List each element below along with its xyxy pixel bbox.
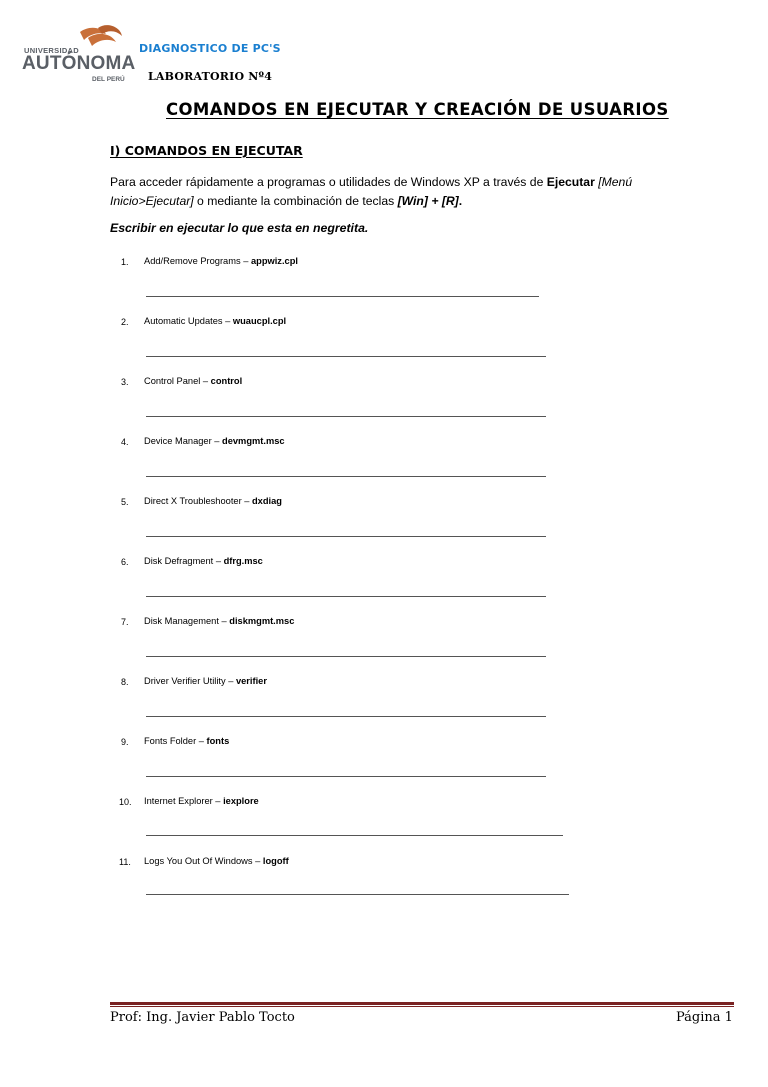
item-number: 8.	[121, 677, 129, 687]
item-number: 5.	[121, 497, 129, 507]
item-label: Internet Explorer –	[144, 796, 224, 806]
item-command: dxdiag	[252, 496, 282, 506]
list-item	[144, 796, 259, 806]
list-item	[144, 496, 282, 506]
answer-line[interactable]	[146, 476, 546, 477]
logo-autonoma-text: AUTÓNOMA	[22, 53, 136, 74]
logo-del-peru-text: DEL PERÚ	[92, 76, 125, 83]
header-course-title: DIAGNOSTICO DE PC'S	[139, 42, 281, 55]
list-item	[144, 316, 286, 326]
answer-line[interactable]	[146, 596, 546, 597]
item-label: Add/Remove Programs –	[144, 256, 251, 266]
footer-rule-thin	[110, 1006, 734, 1007]
logo-university-text: UNIVERSIDAD	[24, 46, 79, 55]
item-command: diskmgmt.msc	[229, 616, 295, 626]
intro-text-2: o mediante la combinación de teclas	[193, 194, 398, 208]
answer-line[interactable]	[146, 835, 563, 836]
item-number: 9.	[121, 737, 129, 747]
item-label: Driver Verifier Utility –	[144, 676, 236, 686]
answer-line[interactable]	[146, 296, 539, 297]
item-number: 10.	[119, 797, 132, 807]
item-label: Direct X Troubleshooter –	[144, 496, 252, 506]
item-label: Disk Management –	[144, 616, 230, 626]
item-label: Disk Defragment –	[144, 556, 224, 566]
item-command: verifier	[235, 676, 267, 686]
list-item	[144, 856, 289, 866]
item-command: iexplore	[223, 796, 259, 806]
answer-line[interactable]	[146, 536, 546, 537]
item-label: Logs You Out Of Windows –	[144, 856, 263, 866]
item-number: 1.	[121, 257, 129, 267]
intro-italic-menu: [Menú Inicio>Ejecutar]	[110, 175, 633, 208]
list-item	[144, 256, 298, 266]
answer-line[interactable]	[146, 356, 546, 357]
item-number: 3.	[121, 377, 129, 387]
item-number: 6.	[121, 557, 129, 567]
footer-rule-thick	[110, 1002, 734, 1005]
item-number: 2.	[121, 317, 129, 327]
intro-bold-keys: [Win] + [R]	[397, 194, 459, 208]
list-item	[144, 736, 229, 746]
item-command: logoff	[262, 856, 289, 866]
intro-text-1: Para acceder rápidamente a programas o utilidades de Windows XP a través de	[110, 175, 547, 189]
answer-line[interactable]	[146, 416, 546, 417]
item-command: fonts	[206, 736, 230, 746]
page-title: COMANDOS EN EJECUTAR Y CREACIÓN DE USUARIOS	[166, 100, 669, 119]
answer-line[interactable]	[146, 776, 546, 777]
answer-line[interactable]	[146, 656, 546, 657]
answer-line[interactable]	[146, 716, 546, 717]
list-item	[144, 676, 267, 686]
intro-paragraph	[110, 173, 680, 211]
item-label: Fonts Folder –	[144, 736, 207, 746]
item-number: 7.	[121, 617, 129, 627]
item-label: Automatic Updates –	[144, 316, 233, 326]
intro-period: .	[458, 194, 463, 208]
footer-page-number: Página 1	[676, 1010, 733, 1025]
item-number: 11.	[119, 857, 131, 867]
instruction-text: Escribir en ejecutar lo que esta en negretita.	[110, 221, 369, 235]
intro-bold-ejecutar: Ejecutar	[546, 175, 595, 189]
item-label: Device Manager –	[144, 436, 223, 446]
item-number: 4.	[121, 437, 129, 447]
item-label: Control Panel –	[144, 376, 211, 386]
item-command: dfrg.msc	[223, 556, 263, 566]
header-lab-number: LABORATORIO Nº4	[148, 70, 273, 83]
list-item	[144, 616, 294, 626]
section-heading: I) COMANDOS EN EJECUTAR	[110, 143, 303, 158]
list-item	[144, 556, 263, 566]
item-command: appwiz.cpl	[250, 256, 298, 266]
item-command: devmgmt.msc	[222, 436, 285, 446]
list-item	[144, 436, 285, 446]
item-command: wuaucpl.cpl	[232, 316, 287, 326]
list-item	[144, 376, 242, 386]
item-command: control	[210, 376, 243, 386]
answer-line[interactable]	[146, 894, 569, 895]
footer-author: Prof: Ing. Javier Pablo Tocto	[110, 1010, 295, 1025]
